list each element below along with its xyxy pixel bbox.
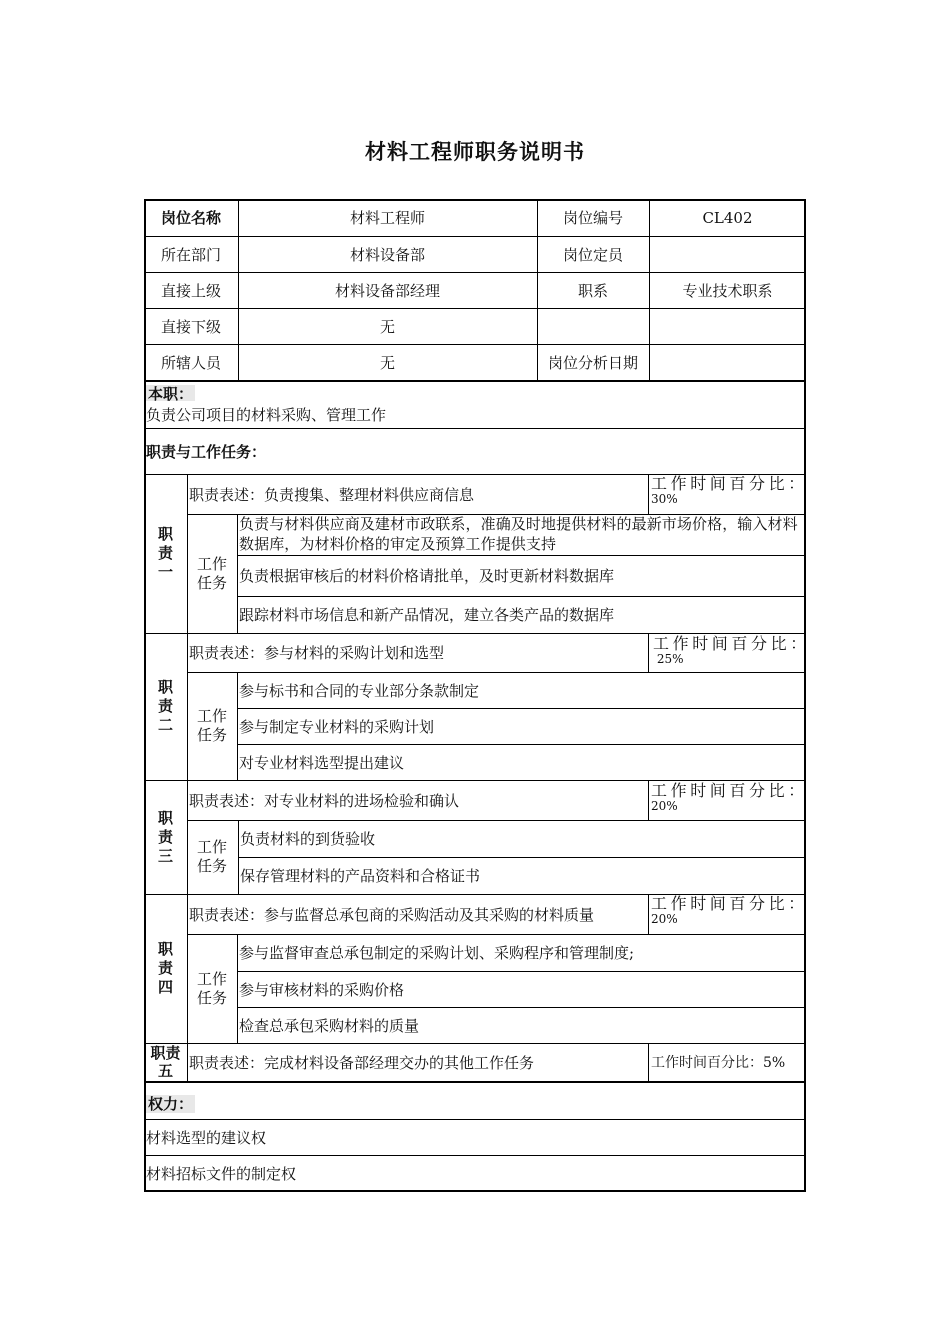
analysis-date-label: 岗位分析日期	[547, 353, 638, 372]
quota-value	[649, 236, 806, 272]
responsibility-1-task-label: 工作 任务	[196, 554, 227, 592]
grid-line	[144, 780, 806, 781]
responsibility-4-percent: 工作时间百分比： 20%	[651, 894, 808, 926]
responsibility-3-task-label: 工作 任务	[196, 838, 227, 875]
responsibility-2-task-label: 工作 任务	[196, 707, 227, 744]
responsibility-2-percent: 工作时间百分比： 25%	[653, 634, 810, 666]
responsibility-1-name: 职 责 一	[157, 525, 173, 581]
grid-line	[649, 199, 650, 380]
duty-label: 本职：	[148, 385, 194, 401]
post-code-value: CL402	[702, 208, 753, 227]
grid-line	[144, 380, 806, 382]
responsibility-4-name: 职 责 四	[157, 940, 173, 996]
responsibility-2-task-2: 参与制定专业材料的采购计划	[239, 717, 435, 736]
grid-line	[187, 474, 188, 1081]
grid-line	[238, 199, 239, 380]
series-value: 专业技术职系	[682, 281, 773, 300]
responsibility-1-description: 职责表述：负责搜集、整理材料供应商信息	[189, 485, 475, 504]
authority-label: 权力：	[148, 1095, 194, 1113]
grid-line	[187, 820, 806, 821]
grid-line	[144, 1155, 806, 1156]
grid-line	[238, 857, 806, 858]
grid-line	[537, 199, 538, 380]
responsibility-5-name: 职责 五	[150, 1044, 181, 1080]
responsibility-1-task-2: 负责根据审核后的材料价格请批单，及时更新材料数据库	[239, 567, 615, 585]
responsibility-3-task-2: 保存管理材料的产品资料和合格证书	[240, 867, 481, 885]
responsibility-4-task-1: 参与监督审查总承包制定的采购计划、采购程序和管理制度;	[239, 944, 635, 962]
dept-label: 所在部门	[160, 245, 221, 264]
grid-line	[144, 236, 806, 237]
responsibility-4-task-label: 工作 任务	[196, 969, 227, 1007]
responsibility-2-task-1: 参与标书和合同的专业部分条款制定	[239, 681, 480, 700]
analysis-date-value	[649, 344, 806, 380]
grid-line	[648, 780, 649, 820]
responsibility-1-task-3: 跟踪材料市场信息和新产品情况，建立各类产品的数据库	[239, 606, 615, 624]
series-label: 职系	[577, 281, 608, 300]
responsibility-3-percent: 工作时间百分比： 20%	[651, 781, 808, 813]
grid-line	[237, 555, 806, 556]
grid-line	[648, 1043, 649, 1081]
dept-value: 材料设备部	[349, 245, 425, 264]
responsibility-4-task-3: 检查总承包采购材料的质量	[239, 1016, 420, 1035]
duty-text: 负责公司项目的材料采购、管理工作	[146, 406, 387, 424]
managed-label: 所辖人员	[160, 353, 221, 372]
responsibility-5-percent: 工作时间百分比：5%	[651, 1055, 786, 1071]
grid-line	[237, 708, 806, 709]
responsibility-5-description: 职责表述：完成材料设备部经理交办的其他工作任务	[189, 1053, 535, 1072]
border-top	[144, 199, 806, 201]
responsibility-2-task-3: 对专业材料选型提出建议	[239, 753, 405, 772]
grid-line	[237, 934, 238, 1043]
managed-value: 无	[379, 353, 395, 372]
grid-line	[237, 971, 806, 972]
grid-line	[144, 1081, 806, 1083]
subordinate-value: 无	[379, 317, 395, 336]
responsibility-2-name: 职 责 二	[157, 678, 173, 734]
post-name-label: 岗位名称	[160, 209, 221, 227]
quota-label: 岗位定员	[562, 245, 623, 264]
grid-line	[144, 633, 806, 634]
grid-line	[187, 934, 806, 935]
grid-line	[237, 596, 806, 597]
border-bottom	[144, 1190, 806, 1192]
grid-line	[648, 633, 649, 672]
grid-line	[237, 514, 238, 633]
responsibility-3-name: 职 责 三	[157, 808, 173, 865]
post-name-value: 材料工程师	[349, 209, 425, 227]
grid-line	[237, 1007, 806, 1008]
grid-line	[144, 1043, 806, 1044]
grid-line	[648, 474, 649, 514]
responsibility-4-description: 职责表述：参与监督总承包商的采购活动及其采购的材料质量	[189, 905, 595, 924]
superior-value: 材料设备部经理	[334, 281, 440, 300]
post-code-label: 岗位编号	[562, 209, 623, 227]
grid-line	[144, 308, 806, 309]
superior-label: 直接上级	[160, 281, 221, 300]
grid-line	[144, 272, 806, 273]
authority-item-1: 材料选型的建议权	[146, 1128, 267, 1147]
authority-item-2: 材料招标文件的制定权	[146, 1165, 297, 1183]
grid-line	[144, 344, 806, 345]
grid-line	[237, 744, 806, 745]
grid-line	[187, 672, 806, 673]
responsibility-4-task-2: 参与审核材料的采购价格	[239, 980, 405, 999]
responsibility-1-percent: 工作时间百分比： 30%	[651, 474, 808, 506]
grid-line	[648, 894, 649, 934]
grid-line	[144, 1119, 806, 1120]
responsibilities-header: 职责与工作任务：	[146, 442, 267, 461]
responsibility-2-description: 职责表述：参与材料的采购计划和选型	[189, 644, 445, 662]
grid-line	[187, 514, 806, 515]
grid-line	[144, 428, 806, 429]
document-title: 材料工程师职务说明书	[365, 140, 585, 164]
job-description-table	[144, 199, 810, 1192]
responsibility-3-task-1: 负责材料的到货验收	[240, 830, 376, 848]
grid-line	[144, 894, 806, 895]
grid-line	[237, 672, 238, 780]
responsibility-1-task-1: 负责与材料供应商及建材市政联系，准确及时地提供材料的最新市场价格，输入材料数据库，为材料价格的审定及预算工作提供支持	[239, 515, 798, 553]
subordinate-label: 直接下级	[160, 317, 221, 336]
grid-line	[144, 474, 806, 475]
responsibility-3-description: 职责表述：对专业材料的进场检验和确认	[189, 791, 460, 810]
